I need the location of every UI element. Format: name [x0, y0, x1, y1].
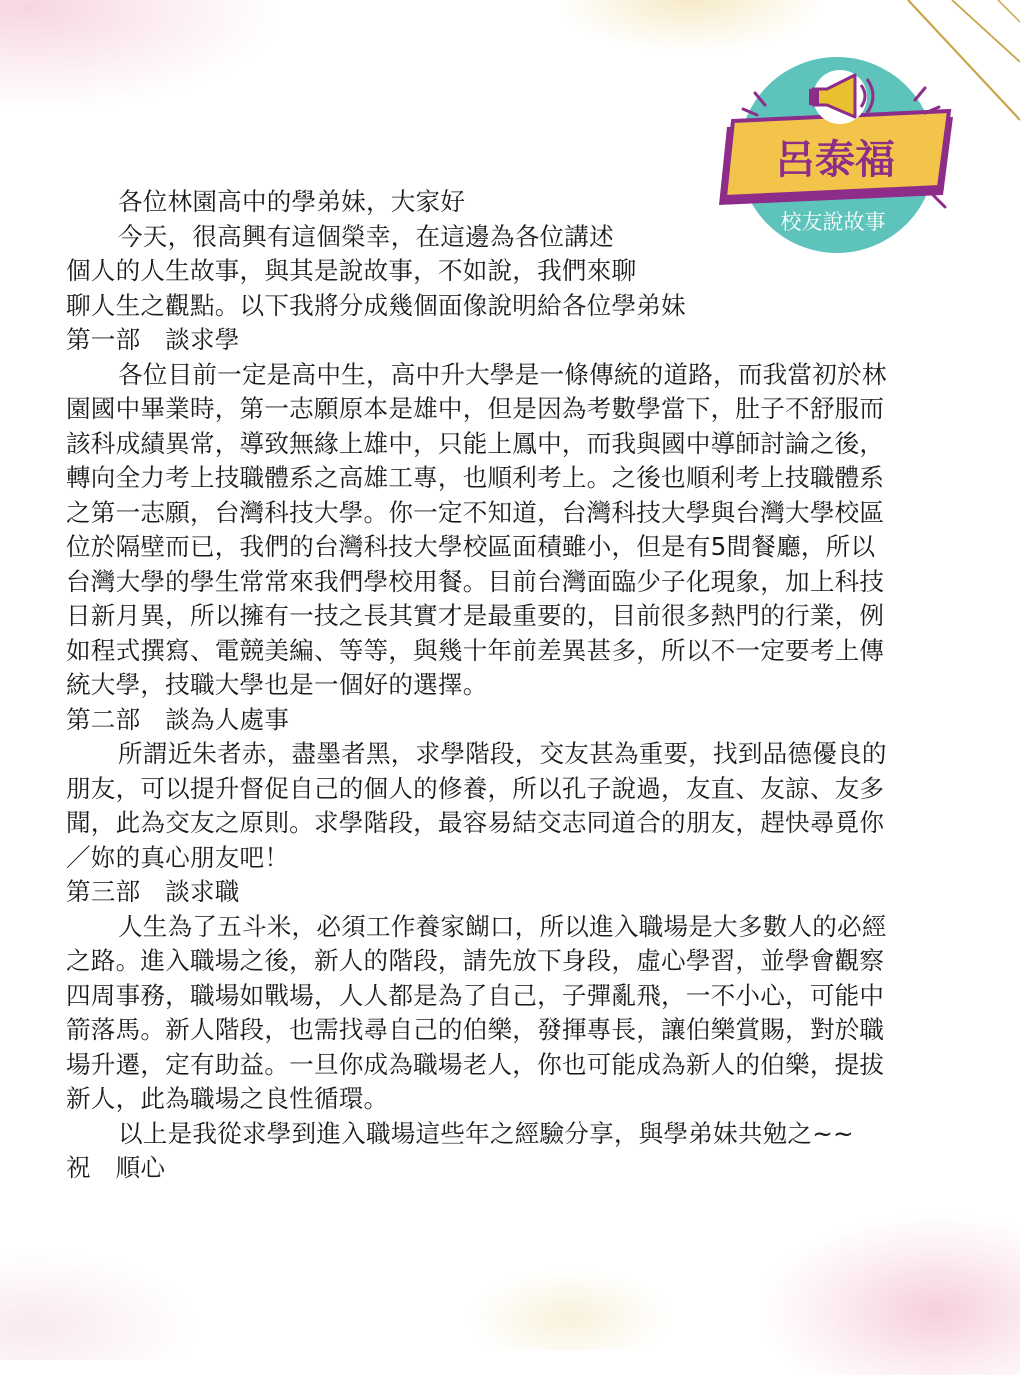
paragraph-line: 之第一志願，台灣科技大學。你一定不知道，台灣科技大學與台灣大學校區 [66, 497, 885, 527]
section-title: 第二部 談為人處事 [66, 704, 290, 734]
paragraph-line: 位於隔壁而已，我們的台灣科技大學校區面積雖小，但是有5間餐廳，所以 [66, 532, 876, 561]
section-title: 第一部 談求學 [66, 325, 240, 354]
intro-line: 個人的人生故事，與其是說故事，不如說，我們來聊 [66, 256, 637, 285]
badge-tagline: 校友說故事 [780, 210, 886, 234]
paragraph-line: 台灣大學的學生常常來我們學校用餐。目前台灣面臨少子化現象，加上科技 [66, 566, 885, 596]
badge-name: 呂泰福 [775, 137, 895, 183]
signoff: 祝 順心 [66, 1153, 166, 1182]
paragraph-line: 聞，此為交友之原則。求學階段，最容易結交志同道合的朋友，趕快尋覓你 [66, 808, 885, 837]
paragraph-line: 各位目前一定是高中生，高中升大學是一條傳統的道路，而我當初於林 [118, 359, 887, 389]
yellow-watercolor-wash-bottom [470, 1270, 670, 1350]
paragraph-line: 場升遷，定有助益。一旦你成為職場老人，你也可能成為新人的伯樂，提拔 [66, 1049, 885, 1079]
pink-watercolor-wash [0, 0, 280, 110]
paragraph-line: 所謂近朱者赤，盡墨者黑，求學階段，交友甚為重要，找到品德優良的 [118, 739, 887, 768]
yellow-watercolor-wash [560, 0, 820, 50]
greeting: 各位林園高中的學弟妹，大家好 [118, 187, 466, 216]
paragraph-line: 新人，此為職場之良性循環。 [66, 1084, 389, 1113]
paragraph-line: 該科成績異常，導致無緣上雄中，只能上鳳中，而我與國中導師討論之後， [66, 428, 885, 458]
paragraph-line: 四周事務，職場如戰場，人人都是為了自己，子彈亂飛，一不小心，可能中 [66, 980, 885, 1010]
paragraph-line: 人生為了五斗米，必須工作養家餬口，所以進入職場是大多數人的必經 [118, 911, 887, 941]
paragraph-line: 朋友，可以提升督促自己的個人的修養，所以孔子說過，友直、友諒、友多 [66, 773, 885, 803]
intro-line: 聊人生之觀點。以下我將分成幾個面像說明給各位學弟妹 [66, 290, 686, 320]
closing-line: 以上是我從求學到進入職場這些年之經驗分享，與學弟妹共勉之~~ [118, 1118, 854, 1148]
paragraph-line: 之路。進入職場之後，新人的階段，請先放下身段，虛心學習，並學會觀察 [66, 946, 885, 975]
letter-body [66, 185, 958, 1186]
intro-line: 今天，很高興有這個榮幸，在這邊為各位講述 [118, 221, 614, 251]
pink-watercolor-wash-bottom [760, 1215, 1020, 1375]
pink-watercolor-wash-bottom-left [0, 1250, 200, 1360]
paragraph-line: 日新月異，所以擁有一技之長其實才是最重要的，目前很多熱門的行業，例 [66, 601, 885, 630]
paragraph-line: 轉向全力考上技職體系之高雄工專，也順利考上。之後也順利考上技職體系 [66, 463, 885, 492]
paragraph-line: 統大學，技職大學也是一個好的選擇。 [66, 670, 488, 699]
section-title: 第三部 談求職 [66, 877, 240, 906]
paragraph-line: ／妳的真心朋友吧！ [66, 842, 290, 872]
paragraph-line: 園國中畢業時，第一志願原本是雄中，但是因為考數學當下，肚子不舒服而 [66, 394, 885, 423]
paragraph-line: 如程式撰寫、電競美編、等等，與幾十年前差異甚多，所以不一定要考上傳 [66, 635, 885, 665]
paragraph-line: 箭落馬。新人階段，也需找尋自己的伯樂，發揮專長，讓伯樂賞賜，對於職 [66, 1015, 885, 1044]
